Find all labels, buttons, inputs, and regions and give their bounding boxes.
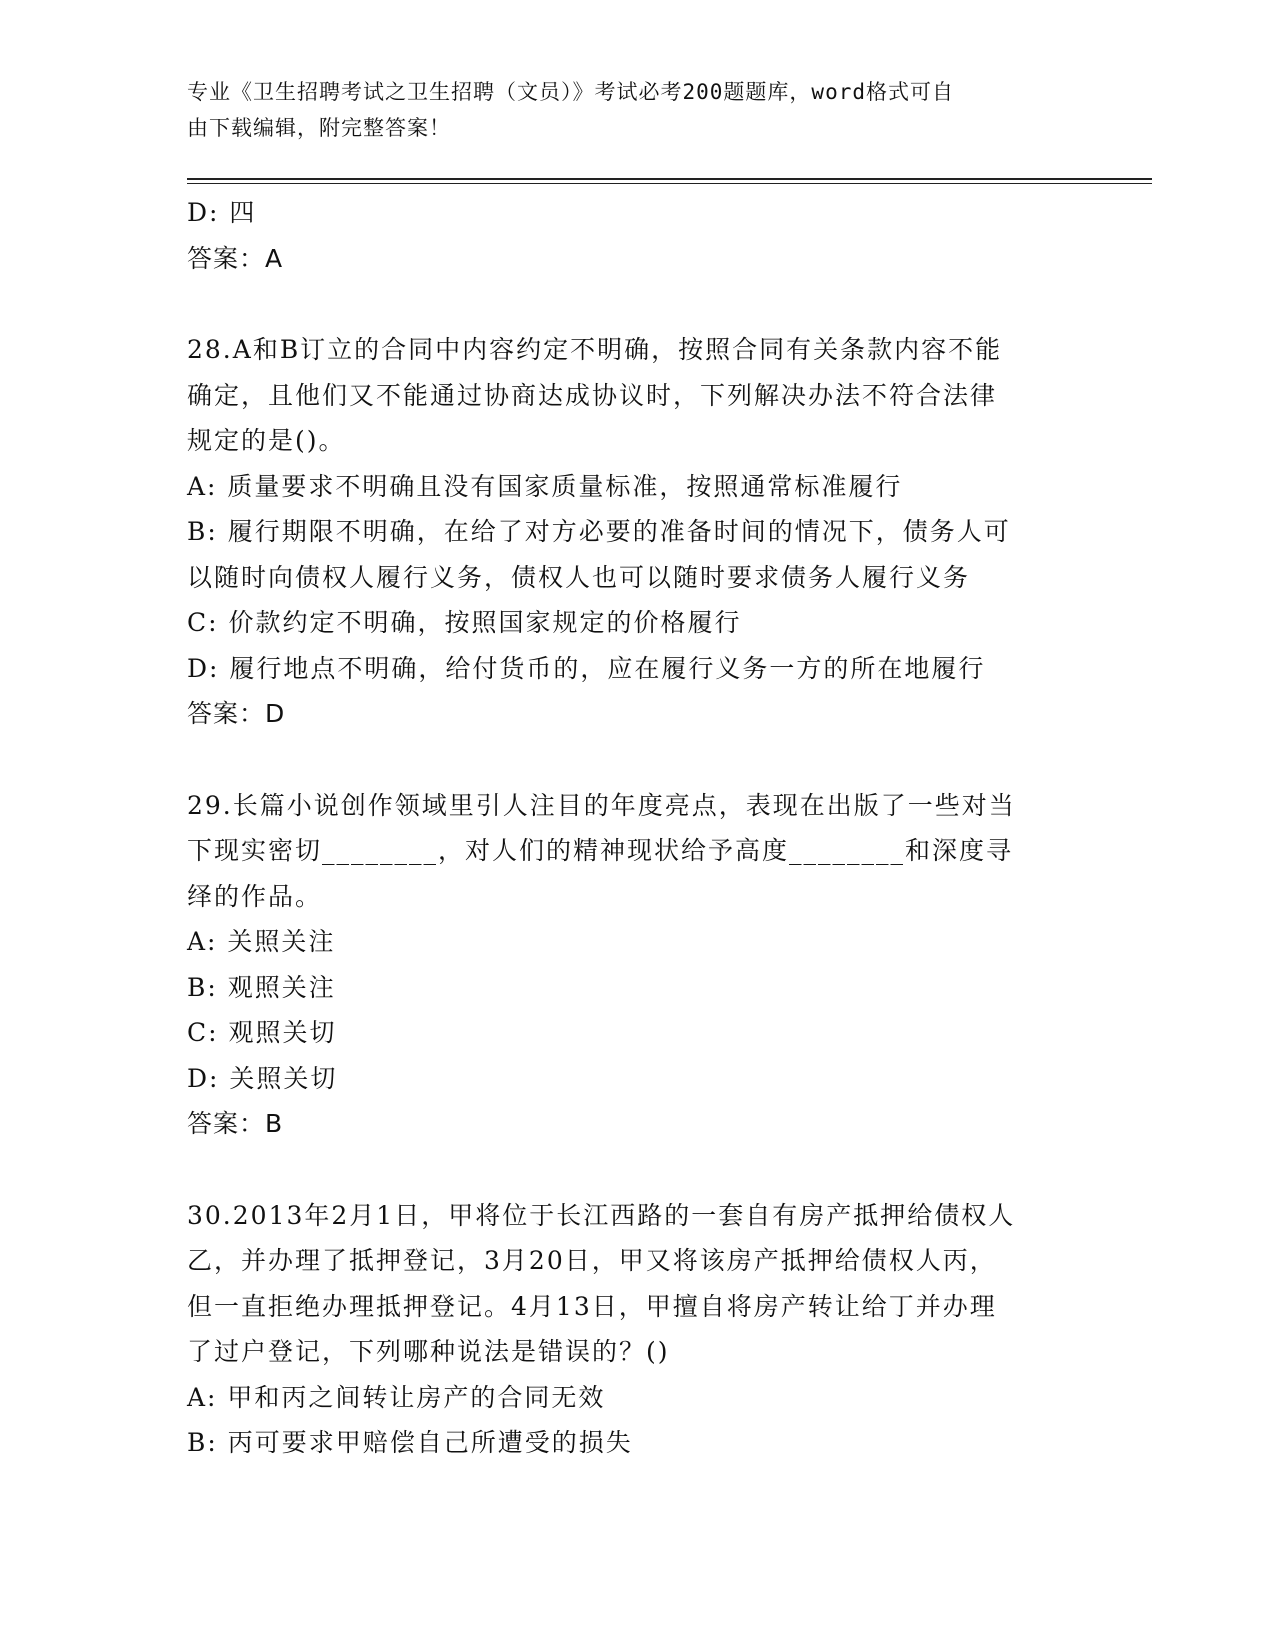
header-line-2: 由下载编辑，附完整答案！	[187, 116, 451, 140]
option-b: B: 观照关注	[187, 972, 336, 1002]
document-header	[187, 74, 1067, 146]
question-30	[187, 1193, 1087, 1466]
answer-line: 答案：A	[187, 243, 284, 273]
header-rule-thin	[187, 183, 1152, 184]
question-list	[187, 190, 1087, 1466]
spacer	[187, 281, 1087, 327]
question-stem: 28.A和B订立的合同中内容约定不明确，按照合同有关条款内容不能	[187, 335, 1003, 364]
option-d: D: 四	[187, 198, 257, 227]
answer-line: 答案：D	[187, 699, 286, 728]
option-d: D: 关照关切	[187, 1063, 338, 1093]
question-stem: 绎的作品。	[187, 881, 323, 911]
question-stem: 下现实密切________，对人们的精神现状给予高度________和深度寻	[187, 836, 1014, 865]
question-stem: 规定的是()。	[187, 426, 346, 455]
question-stem: 但一直拒绝办理抵押登记。4月13日，甲擅自将房产转让给丁并办理	[187, 1291, 997, 1321]
question-stem: 29.长篇小说创作领域里引人注目的年度亮点，表现在出版了一些对当	[187, 790, 1016, 820]
header-line-1: 专业《卫生招聘考试之卫生招聘（文员）》考试必考200题题库，word格式可自	[187, 80, 954, 104]
question-stem: 了过户登记，下列哪种说法是错误的？()	[187, 1337, 670, 1366]
question-27-tail	[187, 190, 1087, 281]
question-29	[187, 783, 1087, 1147]
option-a: A: 甲和丙之间转让房产的合同无效	[187, 1382, 606, 1412]
answer-line: 答案：B	[187, 1109, 284, 1138]
option-d: D: 履行地点不明确，给付货币的，应在履行义务一方的所在地履行	[187, 653, 986, 683]
option-b: B: 丙可要求甲赔偿自己所遭受的损失	[187, 1428, 633, 1457]
question-stem: 乙，并办理了抵押登记，3月20日，甲又将该房产抵押给债权人丙，	[187, 1246, 997, 1275]
spacer	[187, 737, 1087, 783]
question-stem: 确定，且他们又不能通过协商达成协议时，下列解决办法不符合法律	[187, 380, 998, 410]
option-b-continued: 以随时向债权人履行义务，债权人也可以随时要求债务人履行义务	[187, 562, 971, 592]
option-c: C: 价款约定不明确，按照国家规定的价格履行	[187, 608, 742, 637]
option-c: C: 观照关切	[187, 1018, 337, 1047]
header-rule-thick	[187, 178, 1152, 180]
question-28	[187, 327, 1087, 737]
question-stem: 30.2013年2月1日，甲将位于长江西路的一套自有房产抵押给债权人	[187, 1200, 1016, 1230]
spacer	[187, 1147, 1087, 1193]
option-b: B: 履行期限不明确，在给了对方必要的准备时间的情况下，债务人可	[187, 517, 1011, 546]
option-a: A: 质量要求不明确且没有国家质量标准，按照通常标准履行	[187, 471, 903, 501]
option-a: A: 关照关注	[187, 927, 336, 956]
